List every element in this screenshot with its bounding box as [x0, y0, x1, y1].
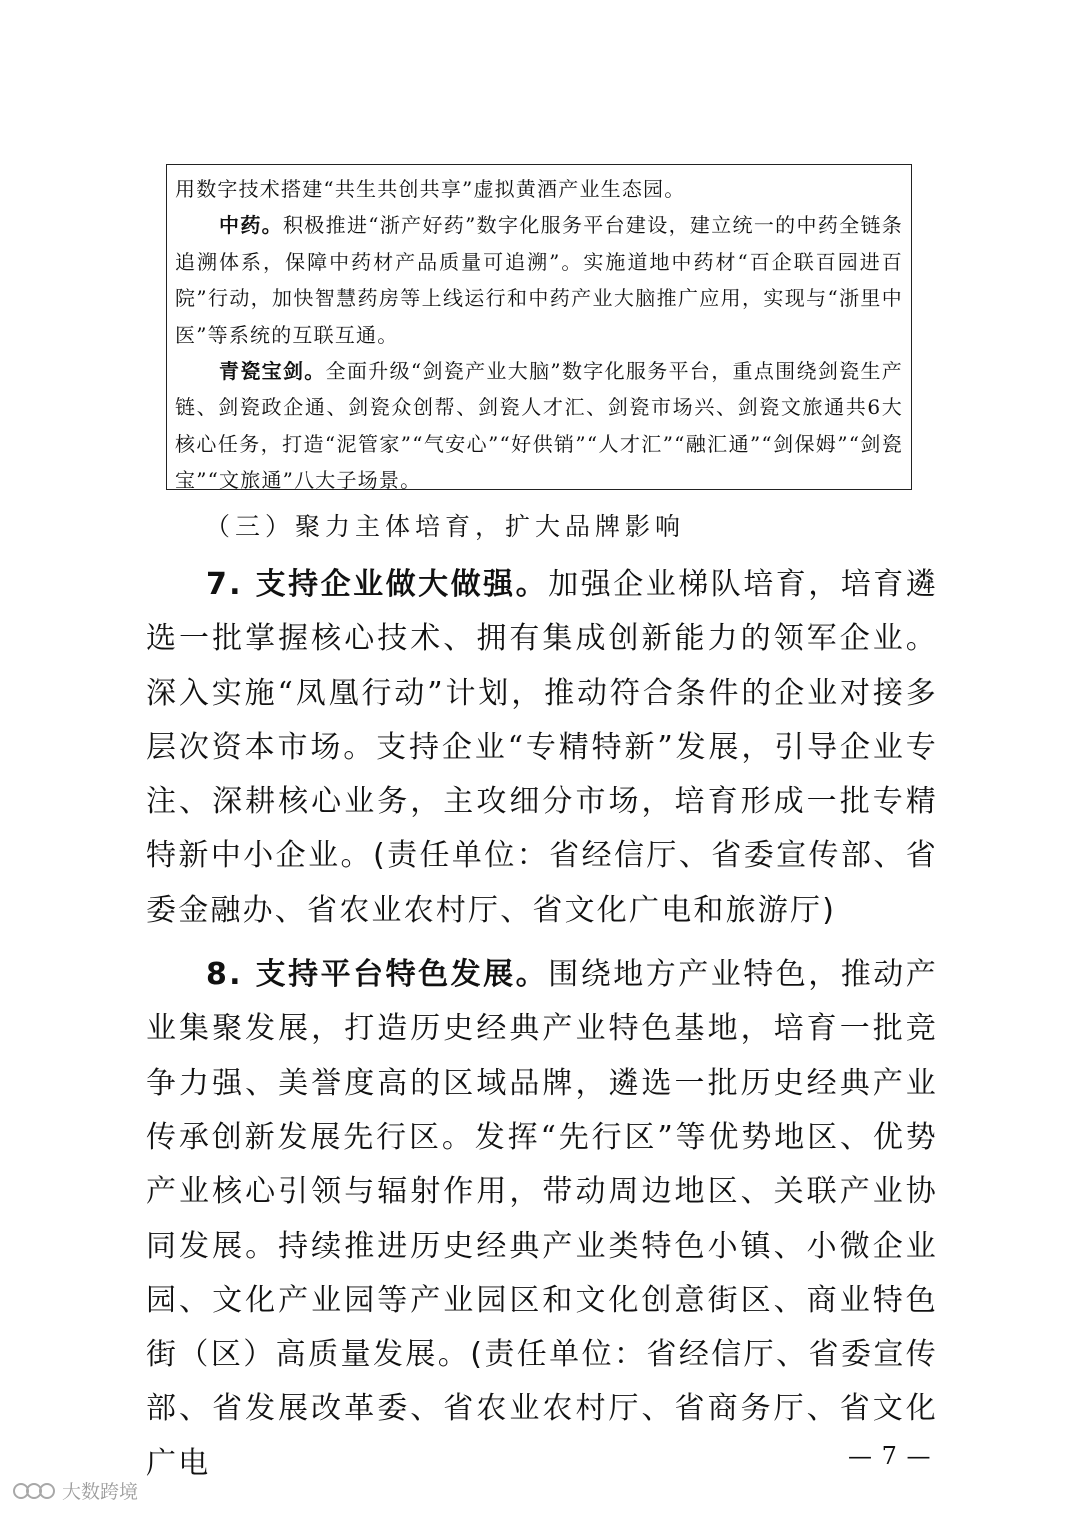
box-paragraph-3: [175, 353, 903, 499]
watermark-text: 大数跨境: [62, 1481, 139, 1503]
item-7-text: 加强企业梯队培育，培育遴选一批掌握核心技术、拥有集成创新能力的领军企业。深入实施“凤凰行动”计划，推动符合条件的企业对接多层次资本市场。支持企业“专精特新”发展，引导企业专注、深耕核心业务，主攻细分市场，培育形成一批专精特新中小企业。: [146, 567, 938, 874]
box-paragraph-2-lead: 中药。: [219, 213, 283, 238]
highlight-box: [166, 164, 912, 493]
box-paragraph-2: [175, 207, 903, 353]
box-paragraph-2-text: 积极推进“浙产好药”数字化服务平台建设，建立统一的中药全链条追溯体系，保障中药材产品质量可追溯”。实施道地中药材“百企联百园进百院”行动，加快智慧药房等上线运行和中药产业大脑推广应用，实现与“浙里中医”等系统的互联互通。: [175, 213, 904, 347]
item-8-lead: 8. 支持平台特色发展。: [206, 957, 549, 993]
item-7-lead: 7. 支持企业做大做强。: [206, 567, 549, 602]
box-paragraph-3-text: 全面升级“剑瓷产业大脑”数字化服务平台，重点围绕剑瓷生产链、剑瓷政企通、剑瓷众创帮、剑瓷人才汇、剑瓷市场兴、剑瓷文旅通共6大核心任务，打造“泥管家”“气安心”“好供销”“人才汇”“融汇通”“剑保姆”“剑瓷宝”“文旅通”八大子场景。: [175, 359, 903, 493]
page-number: — 7 —: [848, 1442, 932, 1470]
item-8-responsibility: (责任单位：省经信厅、省委宣传部、省发展改革委、省农业农村厅、省商务厅、省文化广电: [146, 1337, 938, 1481]
item-7-paragraph: [146, 558, 938, 938]
watermark: [12, 1477, 138, 1504]
item-8-text: 围绕地方产业特色，推动产业集聚发展，打造历史经典产业特色基地，培育一批竞争力强、美誉度高的区域品牌，遴选一批历史经典产业传承创新发展先行区。发挥“先行区”等优势地区、优势产业核心引领与辐射作用，带动周边地区、关联产业协同发展。持续推进历史经典产业类特色小镇、小微企业园、文化产业园等产业园区和文化创意街区、商业特色街（区）高质量发展。: [146, 957, 938, 1373]
box-paragraph-3-lead: 青瓷宝剑。: [219, 359, 326, 384]
item-7-responsibility: (责任单位：省经信厅、省委宣传部、省委金融办、省农业农村厅、省文化广电和旅游厅): [146, 838, 938, 928]
main-body: [146, 558, 938, 1491]
watermark-logo-icon: [12, 1478, 58, 1504]
box-paragraph-1: 用数字技术搭建“共生共创共享”虚拟黄酒产业生态园。: [175, 177, 686, 201]
section-heading: （三）聚力主体培育，扩大品牌影响: [205, 512, 686, 541]
item-8-paragraph: [146, 948, 938, 1491]
